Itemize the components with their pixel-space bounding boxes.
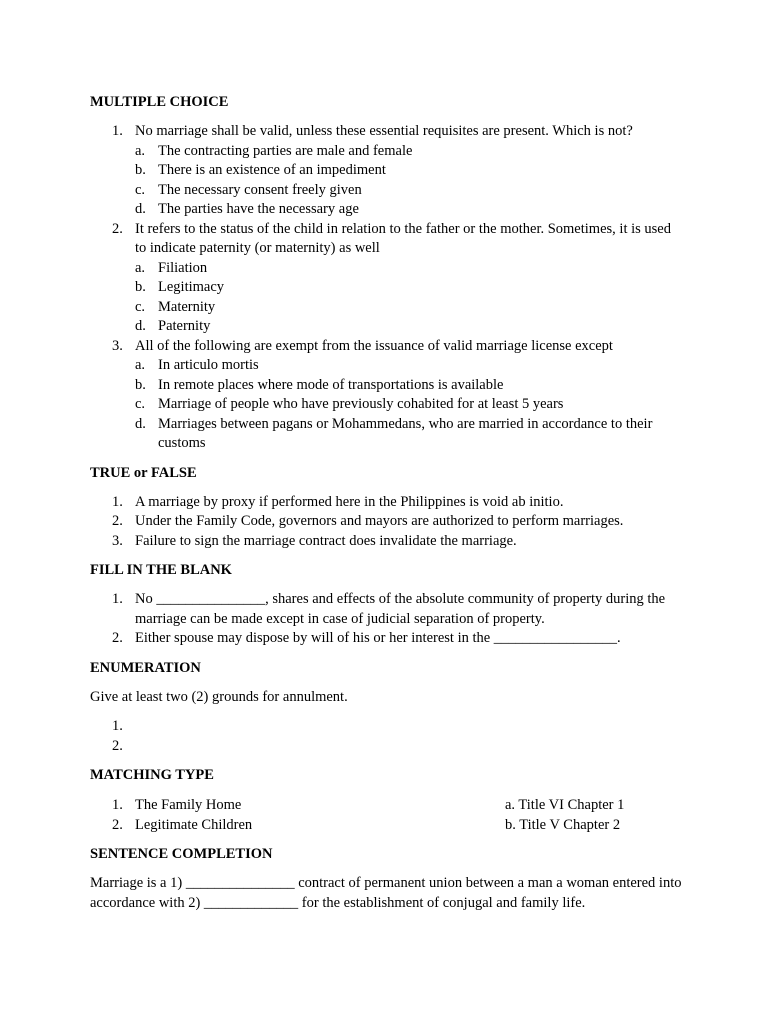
item-number: 2. [112, 817, 123, 833]
item-number: 1. [112, 797, 123, 813]
item-text: Under the Family Code, governors and mayors are authorized to perform marriages. [135, 513, 624, 529]
sentence-completion-text: Marriage is a 1) _______________ contract of permanent union between a man a woman entered into accordance with 2) _____________ for the establishment of conjugal and family life. [90, 875, 682, 911]
question-text: All of the following are exempt from the issuance of valid marriage license except [135, 337, 613, 354]
matching-left-text: Legitimate Children [135, 817, 253, 833]
option-letter: c. [135, 298, 146, 315]
option-letter: a. [135, 142, 146, 159]
option-c [135, 395, 682, 415]
option-text: Marriage of people who have previously cohabited for at least 5 years [158, 396, 564, 412]
option-text: Filiation [158, 259, 208, 276]
question-text: No marriage shall be valid, unless these essential requisites are present. Which is not? [135, 123, 633, 139]
enumeration-list [90, 717, 682, 756]
item-number: 1. [112, 591, 123, 607]
option-b [135, 376, 682, 396]
section-heading-fill-blank: FILL IN THE BLANK [90, 562, 232, 578]
option-c [135, 181, 682, 201]
fill-blank-list [90, 590, 682, 649]
matching-row [90, 795, 682, 815]
matching-row [90, 815, 682, 835]
list-item [90, 590, 682, 629]
option-text: The necessary consent freely given [158, 181, 362, 198]
document-content [90, 92, 682, 913]
question-number: 3. [112, 337, 123, 354]
option-a [135, 142, 682, 162]
option-text: Paternity [158, 318, 211, 334]
true-false-list [90, 493, 682, 552]
option-a [135, 259, 682, 279]
question-text: It refers to the status of the child in relation to the father or the mother. Sometimes, it is used to indicate paternity (or maternity) as well [135, 220, 671, 256]
question-1 [90, 122, 682, 220]
question-number: 1. [112, 123, 123, 139]
item-number: 1. [112, 718, 123, 734]
item-text: No _______________, shares and effects of the absolute community of property during the marriage can be made except in case of judicial separation of property. [135, 591, 666, 627]
option-text: Marriages between pagans or Mohammedans, who are married in accordance to their customs [158, 415, 653, 451]
item-number: 2. [112, 513, 123, 529]
option-letter: d. [135, 318, 146, 334]
list-item [90, 532, 682, 552]
item-text [135, 718, 139, 734]
option-letter: b. [135, 376, 146, 393]
list-item [90, 737, 682, 757]
option-list [135, 356, 682, 454]
question-number: 2. [112, 220, 123, 237]
option-a [135, 356, 682, 376]
question-3 [90, 337, 682, 454]
option-d [135, 200, 682, 220]
option-b [135, 161, 682, 181]
matching-right-text: b. Title V Chapter 2 [505, 817, 621, 833]
enumeration-prompt: Give at least two (2) grounds for annulment. [90, 688, 348, 705]
option-list [135, 142, 682, 220]
option-text: Legitimacy [158, 279, 225, 295]
option-letter: d. [135, 201, 146, 217]
section-heading-multiple-choice: MULTIPLE CHOICE [90, 94, 229, 110]
option-text: The parties have the necessary age [158, 201, 359, 217]
section-heading-matching: MATCHING TYPE [90, 767, 214, 783]
section-heading-enumeration: ENUMERATION [90, 659, 201, 676]
option-letter: b. [135, 279, 146, 295]
option-letter: c. [135, 181, 146, 198]
option-d [135, 317, 682, 337]
section-heading-true-false: TRUE or FALSE [90, 464, 197, 481]
item-text: Either spouse may dispose by will of his or her interest in the _________________. [135, 630, 621, 646]
option-text: There is an existence of an impediment [158, 162, 386, 178]
item-number: 2. [112, 630, 123, 646]
option-text: In articulo mortis [158, 357, 259, 373]
option-d [135, 415, 682, 454]
option-letter: b. [135, 162, 146, 178]
option-list [135, 259, 682, 337]
option-letter: a. [135, 357, 146, 373]
option-letter: a. [135, 259, 146, 276]
item-text: Failure to sign the marriage contract does invalidate the marriage. [135, 532, 517, 549]
option-c [135, 298, 682, 318]
item-number: 3. [112, 532, 123, 549]
list-item [90, 629, 682, 649]
matching-table [90, 795, 682, 835]
item-number: 1. [112, 493, 123, 510]
item-number: 2. [112, 737, 123, 754]
list-item [90, 717, 682, 737]
option-b [135, 278, 682, 298]
option-letter: c. [135, 396, 146, 412]
option-text: Maternity [158, 298, 216, 315]
section-heading-sentence-completion: SENTENCE COMPLETION [90, 846, 273, 862]
item-text [135, 738, 139, 754]
option-text: The contracting parties are male and female [158, 142, 413, 159]
matching-left-text: The Family Home [135, 797, 242, 813]
multiple-choice-list [90, 122, 682, 454]
matching-right-text: a. Title VI Chapter 1 [505, 797, 625, 813]
list-item [90, 512, 682, 532]
item-text: A marriage by proxy if performed here in the Philippines is void ab initio. [135, 493, 564, 510]
option-text: In remote places where mode of transportations is available [158, 376, 504, 393]
option-letter: d. [135, 415, 146, 432]
list-item [90, 493, 682, 513]
question-2 [90, 220, 682, 337]
